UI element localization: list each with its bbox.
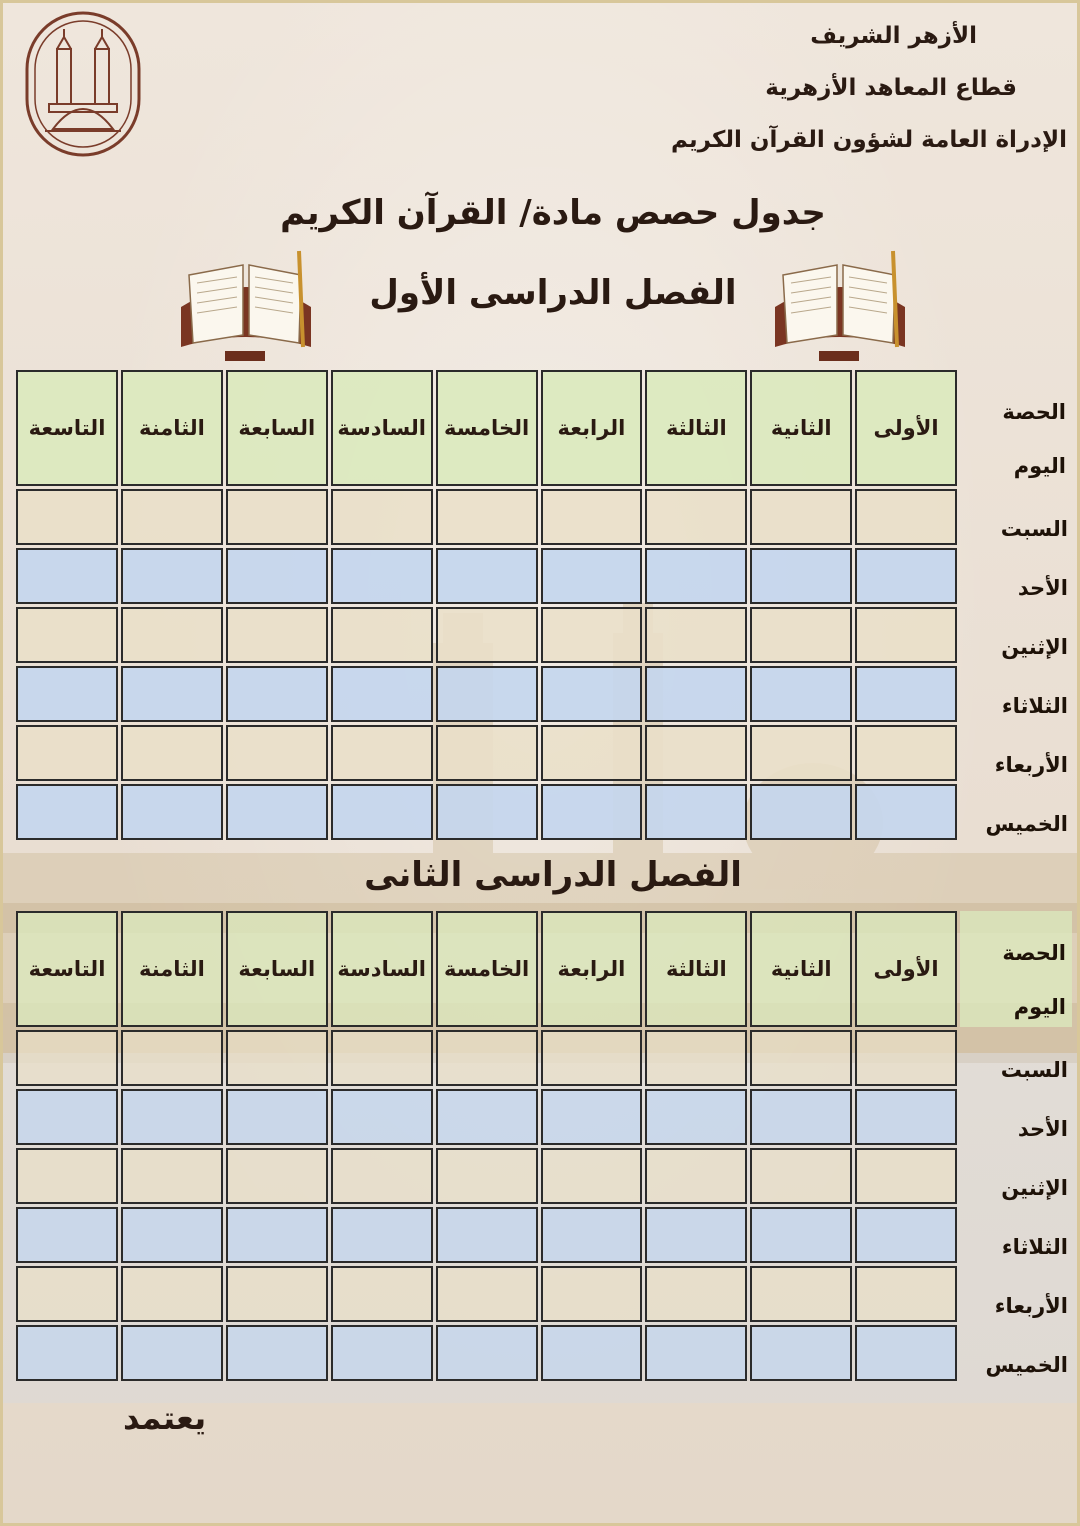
schedule-cell[interactable]	[645, 1089, 747, 1145]
schedule-cell[interactable]	[436, 1266, 538, 1322]
schedule-cell[interactable]	[855, 725, 957, 781]
schedule-cell[interactable]	[121, 548, 223, 604]
schedule-cell[interactable]	[541, 784, 643, 840]
day-label: الثلاثاء	[1001, 694, 1068, 718]
schedule-cell[interactable]	[331, 1030, 433, 1086]
schedule-cell[interactable]	[645, 489, 747, 545]
schedule-cell[interactable]	[331, 1325, 433, 1381]
schedule-cell[interactable]	[541, 725, 643, 781]
schedule-cell[interactable]	[331, 784, 433, 840]
schedule-cell[interactable]	[226, 1266, 328, 1322]
schedule-cell[interactable]	[331, 607, 433, 663]
schedule-cell[interactable]	[436, 548, 538, 604]
schedule-cell[interactable]	[645, 548, 747, 604]
schedule-cell[interactable]	[855, 607, 957, 663]
schedule-cell[interactable]	[855, 1089, 957, 1145]
table-row	[16, 725, 1072, 781]
schedule-cell[interactable]	[750, 784, 852, 840]
period-header: الرابعة	[541, 911, 643, 1027]
schedule-cell[interactable]	[645, 1207, 747, 1263]
table-row	[16, 1266, 1072, 1322]
schedule-cell[interactable]	[226, 1089, 328, 1145]
table-row	[16, 1207, 1072, 1263]
schedule-cell[interactable]	[121, 1089, 223, 1145]
corner-day-label: اليوم	[1013, 995, 1066, 1019]
schedule-cell[interactable]	[750, 1207, 852, 1263]
table-row	[16, 666, 1072, 722]
semester-1-schedule-table	[13, 367, 1075, 843]
schedule-cell[interactable]	[645, 784, 747, 840]
schedule-cell[interactable]	[226, 666, 328, 722]
corner-cell	[960, 370, 1072, 486]
schedule-cell[interactable]	[750, 1030, 852, 1086]
schedule-cell[interactable]	[645, 725, 747, 781]
approval-signature-label: يعتمد	[123, 1399, 207, 1437]
schedule-cell[interactable]	[750, 725, 852, 781]
schedule-cell[interactable]	[226, 725, 328, 781]
schedule-cell[interactable]	[226, 607, 328, 663]
schedule-cell[interactable]	[16, 1030, 118, 1086]
schedule-cell[interactable]	[16, 666, 118, 722]
schedule-cell[interactable]	[855, 784, 957, 840]
corner-day-label: اليوم	[1013, 454, 1066, 478]
schedule-cell[interactable]	[541, 1148, 643, 1204]
schedule-cell[interactable]	[121, 489, 223, 545]
schedule-cell[interactable]	[750, 607, 852, 663]
schedule-cell[interactable]	[16, 784, 118, 840]
period-header: الثانية	[750, 911, 852, 1027]
schedule-cell[interactable]	[331, 666, 433, 722]
schedule-cell[interactable]	[331, 725, 433, 781]
period-header: الأولى	[855, 911, 957, 1027]
schedule-cell[interactable]	[121, 1148, 223, 1204]
schedule-cell[interactable]	[331, 489, 433, 545]
table-row	[16, 489, 1072, 545]
schedule-cell[interactable]	[855, 1148, 957, 1204]
schedule-cell[interactable]	[855, 1266, 957, 1322]
table-row	[16, 1148, 1072, 1204]
schedule-cell[interactable]	[541, 548, 643, 604]
schedule-cell[interactable]	[226, 548, 328, 604]
schedule-cell[interactable]	[331, 1266, 433, 1322]
schedule-cell[interactable]	[541, 1266, 643, 1322]
period-header: الثانية	[750, 370, 852, 486]
table-row	[16, 1325, 1072, 1381]
period-header: السابعة	[226, 370, 328, 486]
schedule-cell[interactable]	[750, 489, 852, 545]
schedule-cell[interactable]	[331, 548, 433, 604]
page-title: جدول حصص مادة/ القرآن الكريم	[280, 193, 826, 233]
schedule-cell[interactable]	[436, 1030, 538, 1086]
day-label: السبت	[1000, 517, 1068, 541]
table-row	[16, 548, 1072, 604]
period-header: السادسة	[331, 370, 433, 486]
schedule-cell[interactable]	[541, 1207, 643, 1263]
schedule-cell[interactable]	[436, 784, 538, 840]
schedule-cell[interactable]	[226, 1207, 328, 1263]
schedule-cell[interactable]	[645, 666, 747, 722]
schedule-cell[interactable]	[436, 1207, 538, 1263]
schedule-cell[interactable]	[226, 1030, 328, 1086]
period-header: الثامنة	[121, 911, 223, 1027]
day-label: الأربعاء	[994, 753, 1068, 777]
day-label: الخميس	[985, 1353, 1068, 1377]
table-row	[16, 1089, 1072, 1145]
schedule-cell[interactable]	[436, 666, 538, 722]
schedule-cell[interactable]	[541, 1089, 643, 1145]
header-row	[16, 370, 1072, 486]
semester-1-title: الفصل الدراسى الأول	[369, 273, 737, 313]
schedule-cell[interactable]	[855, 666, 957, 722]
day-label: الإثنين	[1001, 635, 1068, 659]
schedule-cell[interactable]	[16, 1089, 118, 1145]
period-header: الثامنة	[121, 370, 223, 486]
schedule-cell[interactable]	[121, 607, 223, 663]
schedule-cell[interactable]	[331, 1207, 433, 1263]
schedule-cell[interactable]	[855, 548, 957, 604]
schedule-cell[interactable]	[226, 1325, 328, 1381]
schedule-cell[interactable]	[121, 784, 223, 840]
schedule-cell[interactable]	[855, 1325, 957, 1381]
period-header: التاسعة	[16, 370, 118, 486]
schedule-cell[interactable]	[331, 1089, 433, 1145]
header-line-2: قطاع المعاهد الأزهرية	[765, 75, 1017, 101]
schedule-cell[interactable]	[541, 489, 643, 545]
table-row	[16, 607, 1072, 663]
corner-period-label: الحصة	[1002, 941, 1066, 965]
schedule-cell[interactable]	[541, 1325, 643, 1381]
schedule-cell[interactable]	[16, 1148, 118, 1204]
corner-cell	[960, 911, 1072, 1027]
schedule-cell[interactable]	[436, 607, 538, 663]
al-azhar-logo-icon	[23, 9, 143, 159]
schedule-cell[interactable]	[121, 666, 223, 722]
header-line-1: الأزهر الشريف	[810, 23, 977, 49]
period-header: الثالثة	[645, 370, 747, 486]
schedule-cell[interactable]	[121, 725, 223, 781]
schedule-cell[interactable]	[645, 1266, 747, 1322]
semester-2-title: الفصل الدراسى الثانى	[364, 855, 742, 895]
period-header: السابعة	[226, 911, 328, 1027]
semester-2-schedule-table	[13, 908, 1075, 1384]
period-header: الخامسة	[436, 370, 538, 486]
schedule-cell[interactable]	[750, 1089, 852, 1145]
period-header: التاسعة	[16, 911, 118, 1027]
header-row	[16, 911, 1072, 1027]
schedule-cell[interactable]	[855, 1207, 957, 1263]
schedule-cell[interactable]	[541, 666, 643, 722]
schedule-cell[interactable]	[226, 784, 328, 840]
schedule-cell[interactable]	[436, 489, 538, 545]
table-row	[16, 1030, 1072, 1086]
schedule-cell[interactable]	[855, 489, 957, 545]
schedule-cell[interactable]	[436, 1325, 538, 1381]
schedule-cell[interactable]	[645, 1148, 747, 1204]
period-header: الثالثة	[645, 911, 747, 1027]
day-label: الإثنين	[1001, 1176, 1068, 1200]
schedule-cell[interactable]	[645, 1325, 747, 1381]
schedule-cell[interactable]	[121, 1207, 223, 1263]
schedule-cell[interactable]	[16, 1266, 118, 1322]
schedule-cell[interactable]	[541, 1030, 643, 1086]
schedule-cell[interactable]	[541, 607, 643, 663]
schedule-cell[interactable]	[121, 1266, 223, 1322]
day-label: الأربعاء	[994, 1294, 1068, 1318]
schedule-cell[interactable]	[436, 1089, 538, 1145]
schedule-cell[interactable]	[436, 725, 538, 781]
period-header: السادسة	[331, 911, 433, 1027]
header-line-3: الإدراة العامة لشؤون القرآن الكريم	[670, 127, 1067, 153]
schedule-cell[interactable]	[226, 489, 328, 545]
schedule-cell[interactable]	[750, 1325, 852, 1381]
corner-period-label: الحصة	[1002, 400, 1066, 424]
schedule-cell[interactable]	[436, 1148, 538, 1204]
schedule-cell[interactable]	[750, 666, 852, 722]
day-label: الأحد	[1017, 576, 1068, 600]
schedule-cell[interactable]	[16, 607, 118, 663]
schedule-cell[interactable]	[331, 1148, 433, 1204]
schedule-cell[interactable]	[16, 548, 118, 604]
schedule-cell[interactable]	[750, 548, 852, 604]
schedule-cell[interactable]	[16, 1207, 118, 1263]
open-quran-book-icon	[171, 247, 321, 365]
period-header: الأولى	[855, 370, 957, 486]
schedule-cell[interactable]	[121, 1030, 223, 1086]
schedule-cell[interactable]	[16, 725, 118, 781]
schedule-cell[interactable]	[16, 489, 118, 545]
day-label: الثلاثاء	[1001, 1235, 1068, 1259]
schedule-cell[interactable]	[645, 607, 747, 663]
period-header: الخامسة	[436, 911, 538, 1027]
schedule-cell[interactable]	[855, 1030, 957, 1086]
day-label: الخميس	[985, 812, 1068, 836]
table-row	[16, 784, 1072, 840]
schedule-cell[interactable]	[16, 1325, 118, 1381]
schedule-cell[interactable]	[226, 1148, 328, 1204]
day-label: الأحد	[1017, 1117, 1068, 1141]
day-label: السبت	[1000, 1058, 1068, 1082]
schedule-cell[interactable]	[750, 1266, 852, 1322]
schedule-cell[interactable]	[121, 1325, 223, 1381]
schedule-cell[interactable]	[750, 1148, 852, 1204]
period-header: الرابعة	[541, 370, 643, 486]
schedule-cell[interactable]	[645, 1030, 747, 1086]
